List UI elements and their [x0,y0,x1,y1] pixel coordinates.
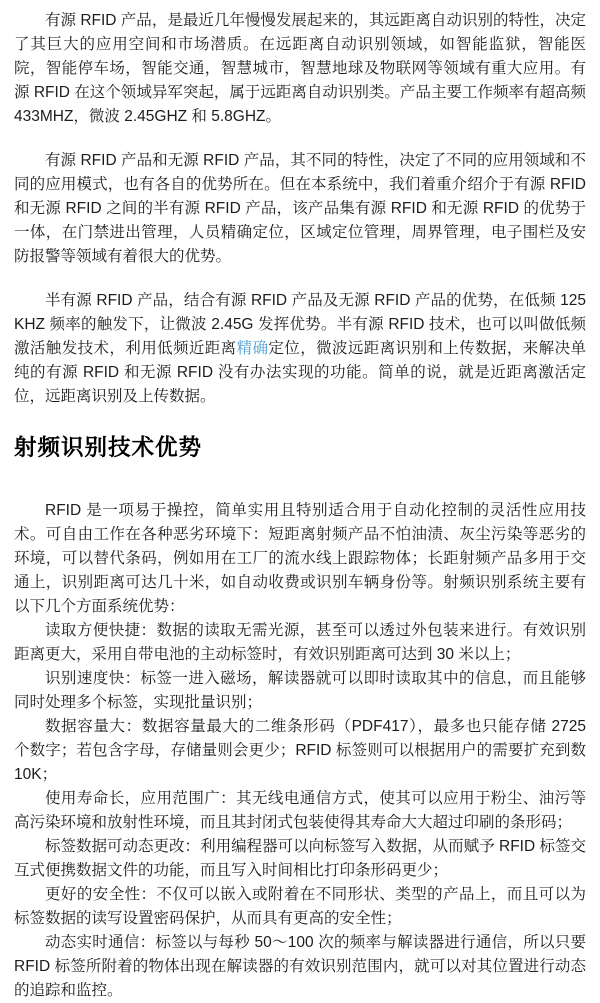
section-heading-rfid-advantages: 射频识别技术优势 [14,435,203,460]
paragraph-active-rfid: 有源 RFID 产品，是最近几年慢慢发展起来的，其远距离自动识别的特性，决定了其巨大的应用空间和市场潜质。在远距离自动识别领域，如智能监狱，智能医院，智能停车场，智能交通，智慧城市，智慧地球及物联网等领域有重大应用。有源 RFID 在这个领域异军突起，属于远距离自动识别类。产品主要工作频率有超高频 433MHZ，微波 2.45GHZ 和 5.8GHZ。 [14,12,586,125]
feature-recognition-speed: 识别速度快：标签一进入磁场，解读器就可以即时读取其中的信息，而且能够同时处理多个标签，实现批量识别； [14,670,586,711]
feature-long-lifespan: 使用寿命长，应用范围广：其无线电通信方式，使其可以应用于粉尘、油污等高污染环境和放射性环境，而且其封闭式包装使得其寿命大大超过印刷的条形码； [14,790,586,831]
feature-dynamic-tag-data: 标签数据可动态更改：利用编程器可以向标签写入数据，从而赋予 RFID 标签交互式便携数据文件的功能，而且写入时间相比打印条形码更少； [14,838,586,879]
paragraph-semi-active [14,289,586,409]
feature-read-convenience: 读取方便快捷：数据的读取无需光源，甚至可以透过外包装来进行。有效识别距离更大，采用自带电池的主动标签时，有效识别距离可达到 30 米以上； [14,622,586,663]
semi-active-text-after: 定位，微波远距离识别和上传数据，来解决单纯的有源 RFID 和无源 RFID 没有办法实现的功能。简单的说，就是近距离激活定位，远距离识别及上传数据。 [14,340,586,405]
feature-better-security: 更好的安全性：不仅可以嵌入或附着在不同形状、类型的产品上，而且可以为标签数据的读写设置密码保护，从而具有更高的安全性； [14,886,586,927]
feature-data-capacity: 数据容量大：数据容量最大的二维条形码（PDF417），最多也只能存储 2725 个数字；若包含字母，存储量则会更少；RFID 标签则可以根据用户的需要扩充到数 10K； [14,718,586,783]
keyword-link-jingque[interactable]: 精确 [236,340,269,357]
paragraph-intro-advantages: RFID 是一项易于操控，简单实用且特别适合用于自动化控制的灵活性应用技术。可自由工作在各种恶劣环境下：短距离射频产品不怕油渍、灰尘污染等恶劣的环境，可以替代条码，例如用在工厂的流水线上跟踪物体；长距射频产品多用于交通上，识别距离可达几十米，如自动收费或识别车辆身份等。射频识别系统主要有以下几个方面系统优势： [14,502,586,615]
semi-active-text-before: 半有源 RFID 产品，结合有源 RFID 产品及无源 RFID 产品的优势，在低频 125KHZ 频率的触发下，让微波 2.45G 发挥优势。半有源 RFID 技术，也可以叫做低频激活触发技术，利用低频近距离 [14,292,586,357]
feature-realtime-communication: 动态实时通信：标签以与每秒 50～100 次的频率与解读器进行通信，所以只要 RFID 标签所附着的物体出现在解读器的有效识别范围内，就可以对其位置进行动态的追踪和监控。 [14,934,586,999]
paragraph-active-vs-passive: 有源 RFID 产品和无源 RFID 产品，其不同的特性，决定了不同的应用领域和不同的应用模式，也有各自的优势所在。但在本系统中，我们着重介绍介于有源 RFID 和无源 RFID 之间的半有源 RFID 产品，该产品集有源 RFID 和无源 RFID 的优势于一体，在门禁进出管理，人员精确定位，区域定位管理，周界管理，电子围栏及安防报警等领域有着很大的优势。 [14,152,586,265]
